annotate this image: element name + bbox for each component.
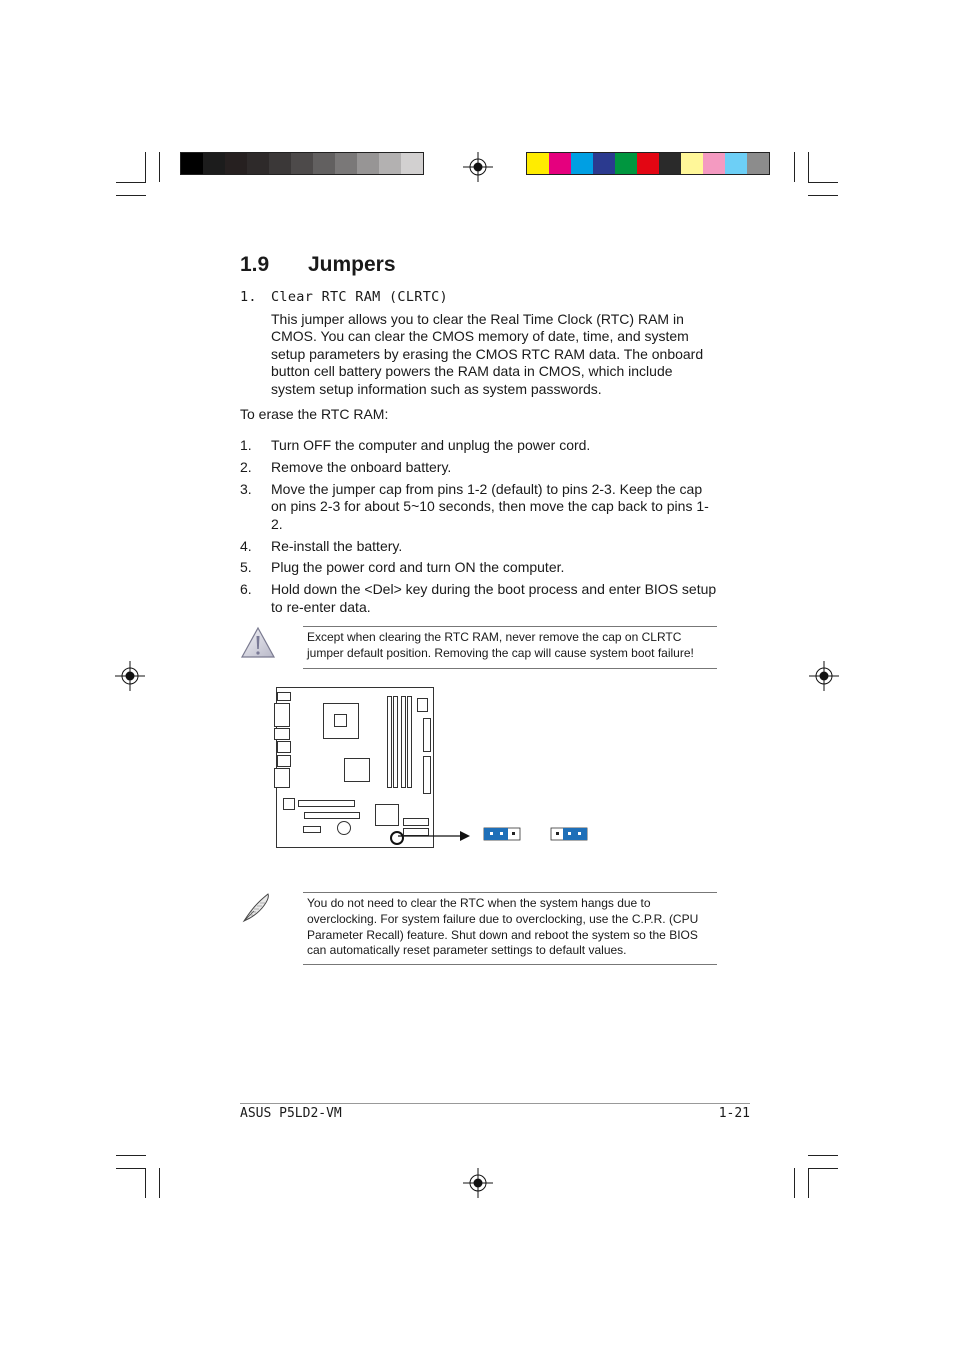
page-number: 1-21 [718,1106,750,1121]
color-swatch [527,153,549,174]
crop-mark [808,195,838,196]
io-port [274,703,290,727]
io-port [277,755,291,767]
caution-note: Except when clearing the RTC RAM, never remove the cap on CLRTC jumper default position. Removing the cap will cause system boot failure! [303,626,717,669]
crop-mark [116,182,146,183]
crop-mark [808,1168,838,1169]
color-swatch [291,153,313,174]
dimm-slot [407,696,412,788]
crop-mark [159,1168,160,1198]
crop-mark [794,1168,795,1198]
cpu-core [334,714,347,727]
component [417,698,428,712]
color-swatch [549,153,571,174]
color-swatch [379,153,401,174]
arrow-icon [398,828,472,844]
jumper-default-icon [483,827,521,841]
color-swatch [313,153,335,174]
color-swatch [225,153,247,174]
crop-mark [145,1168,146,1198]
color-swatch [335,153,357,174]
color-swatch [593,153,615,174]
chip [283,798,295,810]
crop-mark [116,195,146,196]
jumper-clear-icon [550,827,588,841]
crop-mark [808,152,809,182]
section-body: This jumper allows you to clear the Real Time Clock (RTC) RAM in CMOS. You can clear the CMOS memory of date, time, and system setup parameters by erasing the CMOS RTC RAM data. The onboard button cell battery powers the RAM data in CMOS, which include system setup information such as system passwords. [271,311,704,397]
steps-list [240,437,720,621]
page-title [240,253,396,277]
io-port [277,692,291,701]
section-number: 1.9 [240,253,270,276]
crop-mark [808,182,838,183]
color-swatch [703,153,725,174]
dimm-slot [393,696,398,788]
cmos-battery [337,821,351,835]
list-item: 1. Turn OFF the computer and unplug the power cord. [240,437,591,453]
color-swatch [181,153,203,174]
color-swatch [203,153,225,174]
warning-icon [240,626,276,660]
crop-mark [808,1155,838,1156]
crop-mark [116,1155,146,1156]
footer-product: ASUS P5LD2-VM [240,1106,342,1121]
registration-mark-icon [809,661,839,691]
list-item: 4. Re-install the battery. [240,537,403,554]
section-title: Jumpers [308,253,396,276]
color-swatch [725,153,747,174]
list-item: 2. Remove the onboard battery. [240,458,452,475]
io-port [277,741,291,753]
registration-mark-icon [115,661,145,691]
registration-mark-icon [463,152,493,182]
dimm-slot [387,696,392,788]
color-swatch [571,153,593,174]
northbridge-chip [344,758,370,782]
subsection-title: Clear RTC RAM (CLRTC) [271,289,448,305]
connector [403,818,429,826]
color-swatch [681,153,703,174]
crop-mark [808,1168,809,1198]
grayscale-calibration-bar [180,152,424,175]
crop-mark [794,152,795,182]
southbridge-chip [375,804,399,826]
crop-mark [159,152,160,182]
motherboard-diagram [276,687,434,848]
list-item: 3. Move the jumper cap from pins 1-2 (default) to pins 2-3. Keep the cap on pins 2-3 for about 5~10 seconds, then move the cap back to pins 1-2. [240,480,709,532]
pen-note-icon [240,891,274,925]
list-item: 6. Hold down the <Del> key during the boot process and enter BIOS setup to re-enter data. [240,581,717,615]
color-swatch [247,153,269,174]
io-port [274,728,290,740]
chip [303,826,321,833]
steps-intro: To erase the RTC RAM: [240,406,389,422]
subsection-heading [240,289,448,305]
color-swatch [615,153,637,174]
ide-connector [423,756,431,794]
power-connector [423,718,431,752]
color-swatch [401,153,423,174]
color-swatch [659,153,681,174]
crop-mark [116,1168,146,1169]
pci-slot [304,812,360,819]
io-port [274,768,290,788]
pci-slot [298,800,355,807]
dimm-slot [401,696,406,788]
crop-mark [145,152,146,182]
color-swatch [357,153,379,174]
footer-rule [240,1103,750,1104]
color-calibration-bar [526,152,770,175]
info-note: You do not need to clear the RTC when the system hangs due to overclocking. For system failure due to overclocking, use the C.P.R. (CPU Parameter Recall) feature. Shut down and reboot the system so the BIOS can automatically reset parameter settings to default values. [303,892,717,965]
list-item: 5. Plug the power cord and turn ON the computer. [240,559,565,576]
color-swatch [637,153,659,174]
subsection-number: 1. [240,289,257,305]
color-swatch [269,153,291,174]
color-swatch [747,153,769,174]
registration-mark-icon [463,1168,493,1198]
